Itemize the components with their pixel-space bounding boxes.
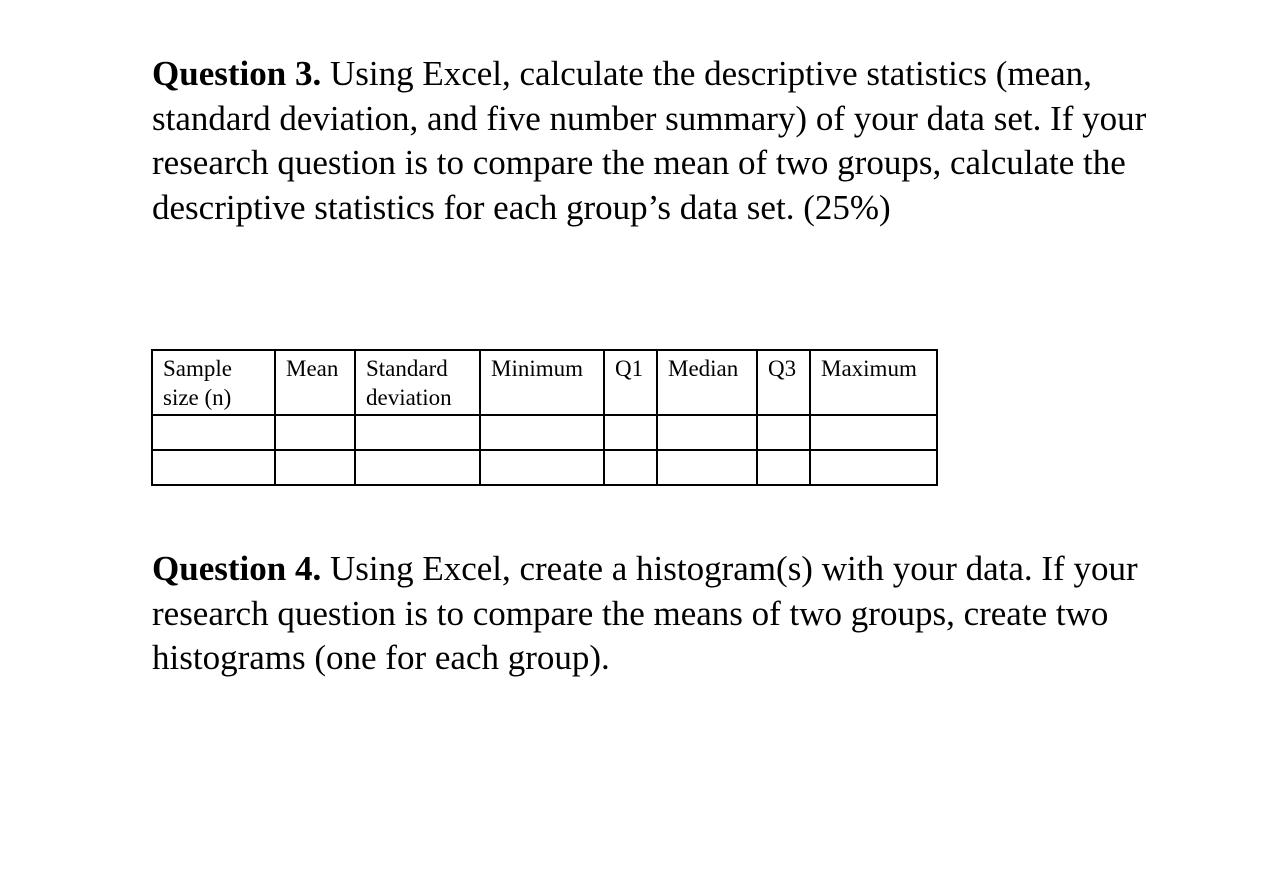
table-cell [275,415,355,450]
table-row [152,415,937,450]
table-cell [152,415,275,450]
header-mean: Mean [275,350,355,415]
header-sample-size: Sample size (n) [152,350,275,415]
table-cell [604,415,657,450]
header-standard-deviation: Standard deviation [355,350,480,415]
table-cell [480,415,604,450]
table-cell [810,415,937,450]
question-3-text: Using Excel, calculate the descriptive statistics (mean, standard deviation, and five number summary) of your data set. If your research question is to compare the mean of two groups, calculate the descriptive statistics for each group’s data set. (25%) [152,54,1147,227]
table-header-row [152,350,937,415]
header-median: Median [657,350,757,415]
table-cell [355,415,480,450]
table-cell [757,415,810,450]
table-cell [604,450,657,485]
header-maximum: Maximum [810,350,937,415]
table-row [152,450,937,485]
question-3-paragraph [152,52,1152,230]
table-cell [355,450,480,485]
question-4-label: Question 4. [152,549,322,588]
question-3-label: Question 3. [152,54,322,93]
descriptive-statistics-table [151,349,938,486]
table-cell [657,450,757,485]
table-cell [757,450,810,485]
question-4-text: Using Excel, create a histogram(s) with your data. If your research question is to compare the means of two groups, create two histograms (one for each group). [152,549,1138,677]
table-cell [480,450,604,485]
table-cell [810,450,937,485]
header-minimum: Minimum [480,350,604,415]
header-q1: Q1 [604,350,657,415]
header-q3: Q3 [757,350,810,415]
table-cell [275,450,355,485]
question-4-paragraph [152,547,1152,681]
table-cell [152,450,275,485]
table-cell [657,415,757,450]
